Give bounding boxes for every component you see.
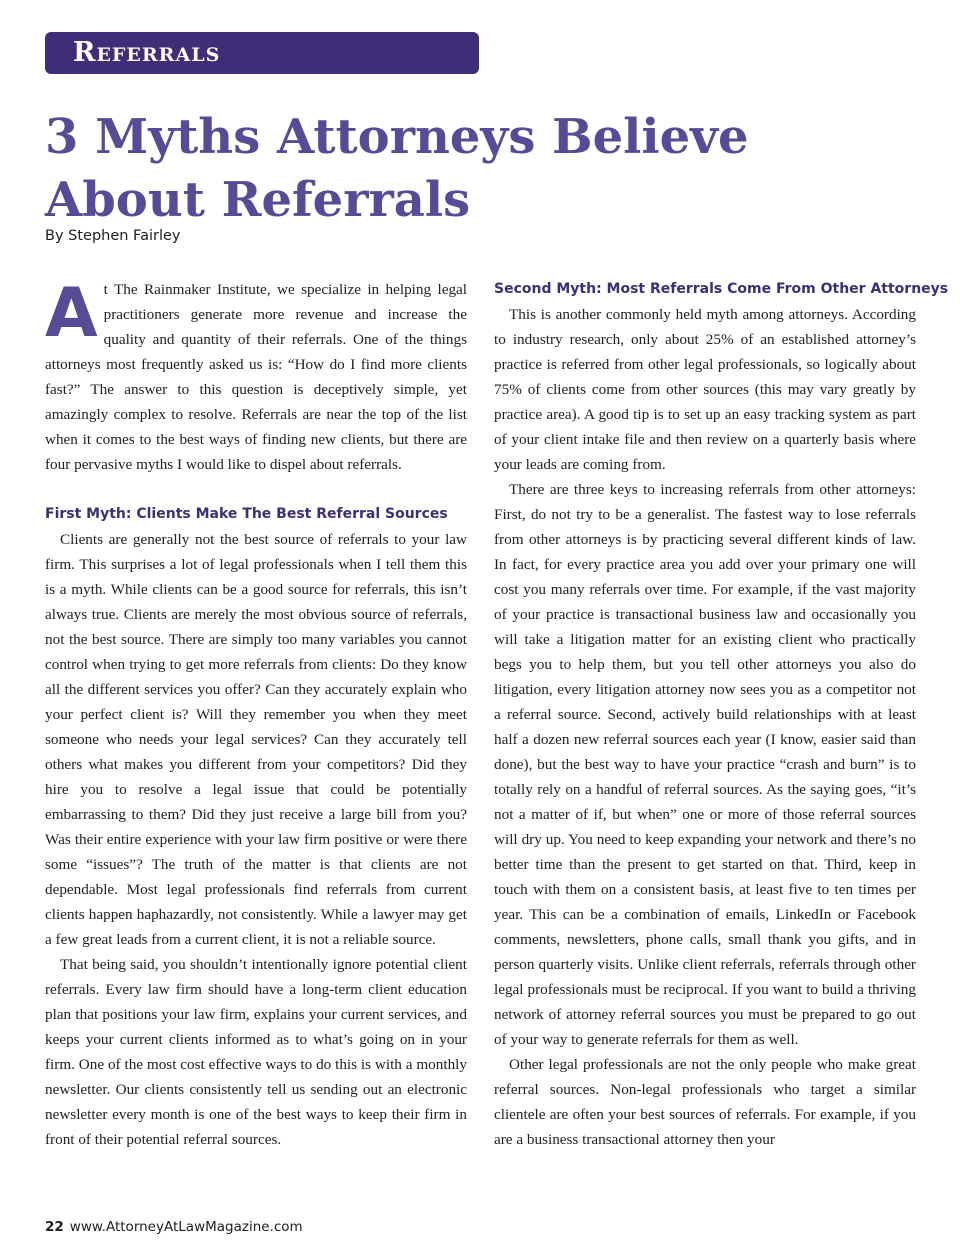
- intro-text: t The Rainmaker Institute, we specialize in helping legal practitioners generate more revenue and increase the quality and quantity of their referrals. One of the things attorneys most frequently asked us is: “How do I find more clients fast?” The answer to this question is deceptively simple, yet amazingly complex to resolve. Referrals are near the top of the list when it comes to the best ways of finding new clients, but there are four pervasive myths I would like to dispel about referrals.: [45, 281, 467, 473]
- section-label: Referrals: [73, 37, 221, 68]
- body-paragraph: This is another commonly held myth among attorneys. According to industry research, only about 25% of an established attorney’s practice is referred from other legal professionals, so logically about 75% of clients come from other sources (this may vary greatly by practice area). A good tip is to set up an easy tracking system as part of your client intake file and then review on a quarterly basis where your leads are coming from.: [494, 306, 916, 473]
- drop-cap: A: [45, 274, 98, 353]
- section-tab: [45, 32, 479, 74]
- body-paragraph: There are three keys to increasing referrals from other attorneys: First, do not try to be a generalist. The fastest way to lose referrals from other attorneys is by practicing several different kinds of law. In fact, for every practice area you add over your primary one will cost you many referrals over time. For example, if the vast majority of your practice is transactional business law and occasionally you will take a litigation matter for an existing client who practically begs you to help them, but you tell other attorneys you also do litigation, every litigation attorney now sees you as a competitor not a referral source. Second, actively build relationships with at least half a dozen new referral sources each year (I know, easier said than done), but the best way to have your practice “crash and burn” is to totally rely on a handful of referral sources. As the saying goes, “it’s not a matter of if, but when” one or more of those referral sources will dry up. You need to keep expanding your network and there’s no better time than the present to get started on that. Third, keep in touch with them on a consistent basis, at least five to ten times per year. This can be a combination of emails, LinkedIn or Facebook comments, newsletters, phone calls, small thank you gifts, and in person quarterly visits. Unlike client referrals, referrals through other legal professionals must be reciprocal. If you want to build a thriving network of attorney referral sources you must be prepared to go out of your way to generate referrals for them as well.: [494, 481, 916, 1048]
- body-paragraph: Other legal professionals are not the only people who make great referral sources. Non-legal professionals who target a similar clientele are often your best sources of referrals. For example, if you are a business transactional attorney then your: [494, 1056, 916, 1148]
- second-myth-heading: Second Myth: Most Referrals Come From Other Attorneys: [494, 281, 949, 297]
- column-right: [494, 277, 949, 1152]
- body-paragraph: Clients are generally not the best source of referrals to your law firm. This surprises a lot of legal professionals when I tell them this is a myth. While clients can be a good source for referrals, this isn’t always true. Clients are merely the most obvious source of referrals, not the best source. There are simply too many variables you cannot control when trying to get more referrals from clients: Do they know all the different services you offer? Can they accurately explain who your perfect client is? Will they remember you when they meet someone who needs your legal services? Can they accurately tell others what makes you different from your competitors? Did they hire you to resolve a legal issue that could be potentially embarrassing to them? Did they just receive a large bill from you? Was their entire experience with your law firm positive or were there some “issues”? The truth of the matter is that clients are not dependable. Most legal professionals find referrals from current clients happen haphazardly, not consistently. While a lawyer may get a few great leads from a current client, it is not a reliable source.: [45, 531, 467, 948]
- column-left: [45, 274, 467, 1152]
- page-footer: [45, 1219, 303, 1235]
- footer-url[interactable]: www.AttorneyAtLawMagazine.com: [69, 1219, 303, 1235]
- first-myth-heading: First Myth: Clients Make The Best Referral Sources: [45, 506, 448, 522]
- intro-paragraph: [45, 274, 467, 477]
- body-paragraph: That being said, you shouldn’t intentionally ignore potential client referrals. Every law firm should have a long-term client education plan that positions your law firm, explains your current services, and keeps your current clients informed as to what’s going on in your firm. One of the most cost effective ways to do this is with a monthly newsletter. Our clients consistently tell us sending out an electronic newsletter every month is one of the best ways to keep their firm in front of their potential referral sources.: [45, 956, 467, 1148]
- article-title: 3 Myths Attorneys Believe About Referrals: [45, 109, 749, 228]
- page-number: 22: [45, 1219, 64, 1235]
- byline: By Stephen Fairley: [45, 228, 181, 244]
